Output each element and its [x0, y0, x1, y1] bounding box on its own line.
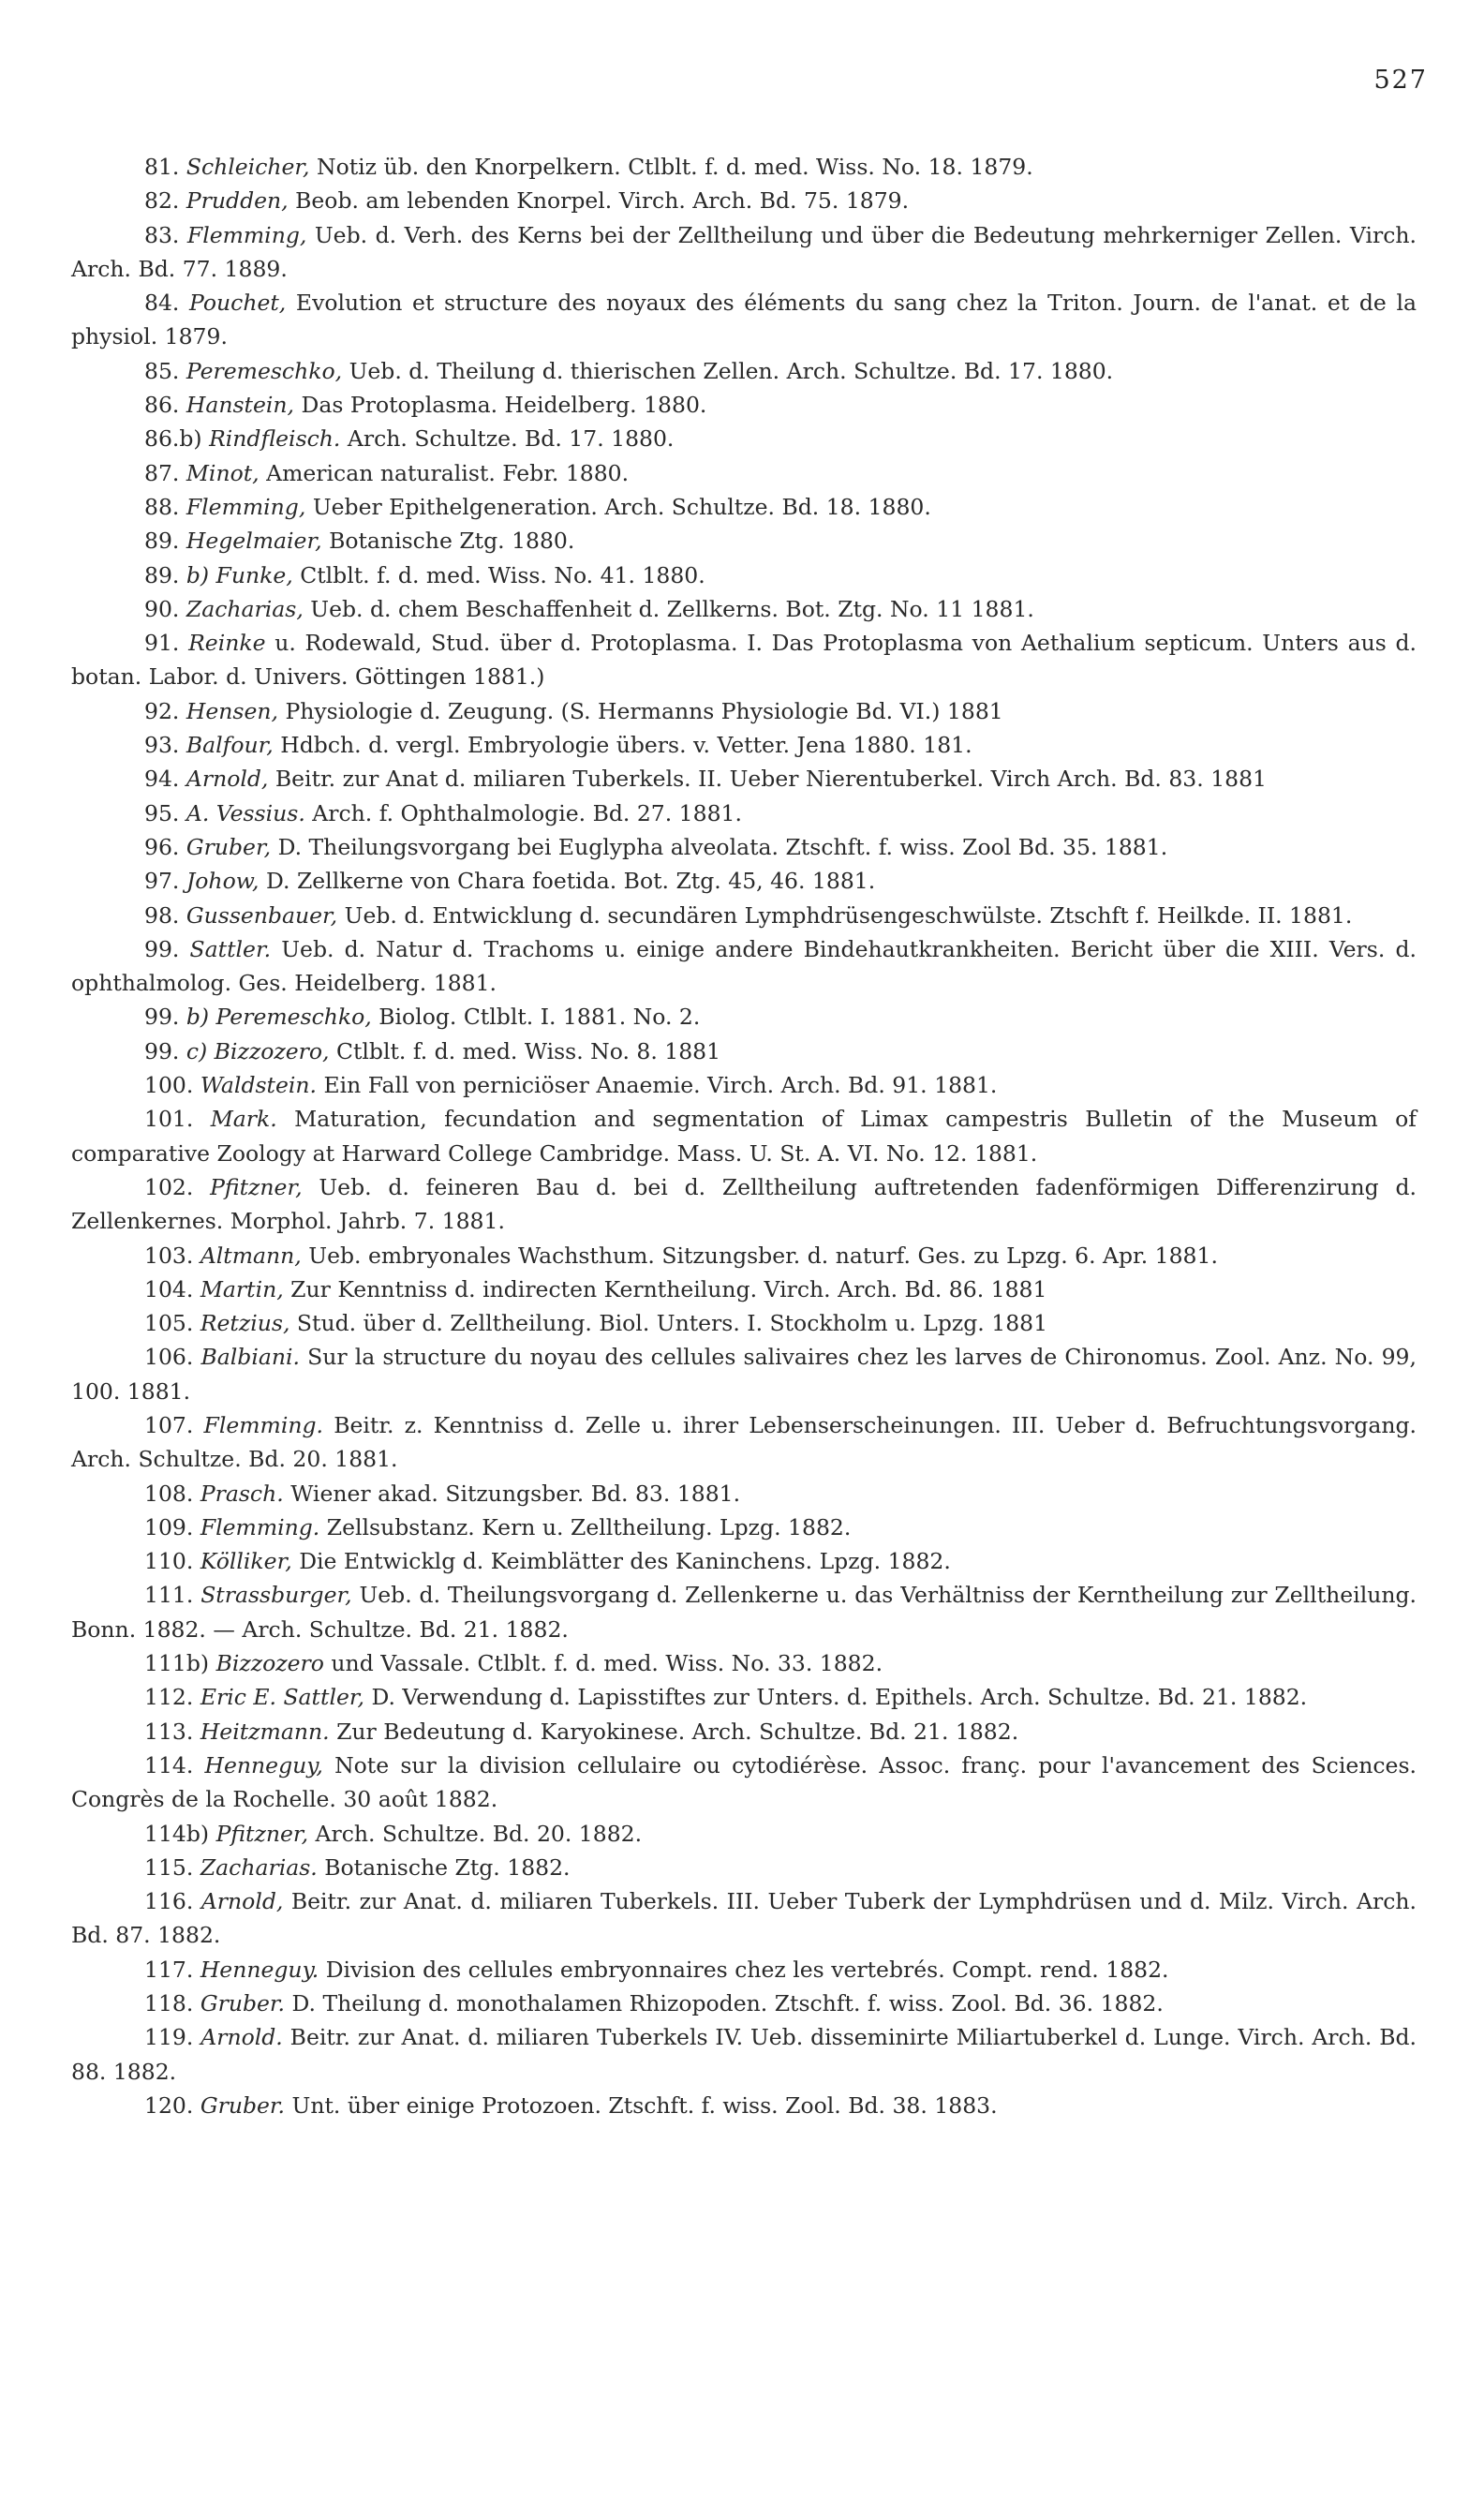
reference-author: Henneguy. [200, 1956, 319, 1983]
reference-author: c) Bizzozero, [186, 1037, 330, 1064]
reference-text: Ueb. d. Theilungsvorgang d. Zellenkerne u. das Verhältniss der Kerntheilung zur Zelltheilung. Bonn. 1882. — Arch. Schultze. Bd. 21. 1882. [71, 1582, 1417, 1643]
reference-text: D. Theilung d. monothalamen Rhizopoden. Ztschft. f. wiss. Zool. Bd. 36. 1882. [291, 1990, 1164, 2017]
reference-number: 91. [144, 630, 180, 657]
reference-text: American naturalist. Febr. 1880. [266, 459, 630, 486]
reference-text: Zellsubstanz. Kern u. Zelltheilung. Lpzg. 1882. [326, 1513, 852, 1540]
reference-entry [71, 1953, 1417, 1987]
reference-entry [71, 592, 1417, 626]
reference-number: 93. [144, 732, 180, 759]
reference-author: Martin, [200, 1275, 284, 1302]
reference-number: 114. [144, 1751, 194, 1778]
reference-number: 98. [144, 901, 180, 929]
reference-author: Kölliker, [200, 1548, 292, 1575]
reference-author: Hegelmaier, [186, 528, 322, 555]
reference-author: Schleicher, [186, 154, 310, 180]
reference-number: 105. [144, 1310, 194, 1337]
reference-text: Beitr. zur Anat d. miliaren Tuberkels. II. Ueber Nierentuberkel. Virch Arch. Bd. 83. 1881 [275, 766, 1267, 793]
reference-text: Ueb. d. Entwicklung d. secundären Lymphdrüsengeschwülste. Ztschft f. Heilkde. II. 1881. [344, 901, 1353, 929]
reference-number: 114b) [144, 1820, 210, 1847]
reference-number: 118. [144, 1990, 194, 2017]
reference-entry [71, 422, 1417, 455]
reference-text: Ueb. d. chem Beschaffenheit d. Zellkerns. Bot. Ztg. No. 11 1881. [310, 595, 1034, 622]
reference-entry [71, 1987, 1417, 2020]
reference-entry [71, 1477, 1417, 1510]
reference-text: Botanische Ztg. 1880. [329, 528, 575, 555]
reference-text: Physiologie d. Zeugung. (S. Hermanns Physiologie Bd. VI.) 1881 [285, 697, 1003, 724]
reference-author: Zacharias. [200, 1853, 318, 1881]
reference-entry [71, 1000, 1417, 1034]
reference-number: 107. [144, 1411, 194, 1438]
reference-author: Reinke [188, 630, 266, 657]
reference-entry [71, 1170, 1417, 1239]
reference-number: 83. [144, 221, 180, 248]
reference-author: Zacharias, [186, 595, 304, 622]
reference-text: Arch. Schultze. Bd. 17. 1880. [347, 425, 675, 453]
reference-author: Mark. [210, 1106, 277, 1133]
reference-number: 109. [144, 1513, 194, 1540]
reference-entry [71, 1510, 1417, 1544]
reference-number: 99. [144, 1004, 180, 1031]
reference-author: Pfitzner, [215, 1820, 309, 1847]
reference-number: 97. [144, 868, 180, 895]
reference-entry [71, 1817, 1417, 1851]
reference-text: Ueb. d. feineren Bau d. bei d. Zelltheilung auftretenden fadenförmigen Differenzirung d. Zellenkernes. Morphol. Jahrb. 7. 1881. [71, 1173, 1417, 1235]
reference-number: 89. [144, 528, 180, 555]
reference-text: Beob. am lebenden Knorpel. Virch. Arch. Bd. 75. 1879. [295, 187, 910, 215]
reference-entry [71, 762, 1417, 796]
reference-text: Ueber Epithelgeneration. Arch. Schultze. Bd. 18. 1880. [312, 493, 931, 520]
reference-author: A. Vessius. [186, 799, 305, 826]
reference-text: Ctlblt. f. d. med. Wiss. No. 8. 1881 [335, 1037, 721, 1064]
reference-author: Sattler. [189, 935, 272, 962]
reference-author: b) Peremeschko, [186, 1004, 372, 1031]
reference-text: Ueb. d. Theilung d. thierischen Zellen. Arch. Schultze. Bd. 17. 1880. [349, 357, 1114, 384]
reference-author: b) Funke, [186, 561, 293, 588]
reference-entry [71, 1749, 1417, 1817]
reference-author: Minot, [186, 459, 260, 486]
reference-entry [71, 1851, 1417, 1884]
reference-entry [71, 899, 1417, 932]
reference-text: Beitr. zur Anat. d. miliaren Tuberkels. III. Ueber Tuberk der Lymphdrüsen und d. Milz. Virch. Arch. Bd. 87. 1882. [71, 1888, 1417, 1949]
reference-number: 102. [144, 1173, 194, 1200]
reference-author: Pouchet, [189, 290, 287, 317]
reference-text: Botanische Ztg. 1882. [324, 1853, 571, 1881]
reference-number: 110. [144, 1548, 194, 1575]
reference-text: Ctlblt. f. d. med. Wiss. No. 41. 1880. [300, 561, 705, 588]
reference-number: 112. [144, 1684, 194, 1711]
reference-text: Arch. f. Ophthalmologie. Bd. 27. 1881. [312, 799, 742, 826]
reference-author: Flemming, [186, 221, 307, 248]
reference-text: Hdbch. d. vergl. Embryologie übers. v. Vetter. Jena 1880. 181. [280, 732, 972, 759]
reference-number: 106. [144, 1344, 194, 1371]
reference-author: Heitzmann. [200, 1718, 330, 1745]
reference-text: Beitr. zur Anat. d. miliaren Tuberkels IV. Ueb. disseminirte Miliartuberkel d. Lunge. Virch. Arch. Bd. 88. 1882. [71, 2024, 1417, 2085]
reference-text: Evolution et structure des noyaux des éléments du sang chez la Triton. Journ. de l'anat. et de la physiol. 1879. [71, 290, 1417, 350]
reference-entry [71, 1408, 1417, 1477]
reference-entry [71, 1102, 1417, 1170]
page-number: 527 [1373, 66, 1428, 95]
reference-number: 82. [144, 187, 180, 215]
reference-entry [71, 1272, 1417, 1306]
reference-text: Zur Kenntniss d. indirecten Kerntheilung. Virch. Arch. Bd. 86. 1881 [290, 1275, 1047, 1302]
reference-author: Gruber, [186, 833, 272, 860]
reference-number: 119. [144, 2024, 194, 2051]
reference-entry [71, 354, 1417, 388]
reference-number: 104. [144, 1275, 194, 1302]
reference-entry [71, 388, 1417, 422]
reference-author: Flemming. [200, 1513, 320, 1540]
reference-entry [71, 490, 1417, 524]
reference-number: 111b) [144, 1650, 210, 1677]
reference-author: Arnold, [200, 1888, 284, 1915]
reference-text: D. Zellkerne von Chara foetida. Bot. Ztg. 45, 46. 1881. [266, 868, 876, 895]
reference-text: Biolog. Ctlblt. I. 1881. No. 2. [378, 1004, 701, 1031]
reference-number: 86. [144, 392, 180, 419]
reference-entry [71, 1340, 1417, 1408]
reference-author: Gruber. [200, 2091, 286, 2119]
reference-number: 113. [144, 1718, 194, 1745]
reference-text: D. Verwendung d. Lapisstiftes zur Unters. d. Epithels. Arch. Schultze. Bd. 21. 1882. [371, 1684, 1308, 1711]
reference-author: Johow, [186, 868, 260, 895]
reference-text: Ueb. embryonales Wachsthum. Sitzungsber. d. naturf. Ges. zu Lpzg. 6. Apr. 1881. [308, 1242, 1218, 1269]
reference-author: Pfitzner, [210, 1173, 303, 1200]
reference-number: 99. [144, 935, 180, 962]
reference-text: Maturation, fecundation and segmentation of Limax campestris Bulletin of the Museum of comparative Zoology at Harward College Cambridge. Mass. U. St. A. VI. No. 12. 1881. [71, 1106, 1417, 1167]
reference-number: 94. [144, 766, 180, 793]
reference-text: Ueb. d. Natur d. Trachoms u. einige andere Bindehautkrankheiten. Bericht über die XIII. Vers. d. ophthalmolog. Ges. Heidelberg. 1881. [71, 935, 1417, 997]
reference-text: D. Theilungsvorgang bei Euglypha alveolata. Ztschft. f. wiss. Zool Bd. 35. 1881. [277, 833, 1168, 860]
reference-text: Ein Fall von perniciöser Anaemie. Virch. Arch. Bd. 91. 1881. [323, 1072, 998, 1099]
reference-number: 100. [144, 1072, 194, 1099]
reference-entry [71, 2020, 1417, 2089]
reference-text: Stud. über d. Zelltheilung. Biol. Unters. I. Stockholm u. Lpzg. 1881 [296, 1310, 1048, 1337]
reference-text: Division des cellules embryonnaires chez les vertebrés. Compt. rend. 1882. [325, 1956, 1169, 1983]
reference-entry [71, 218, 1417, 287]
reference-text: Unt. über einige Protozoen. Ztschft. f. wiss. Zool. Bd. 38. 1883. [291, 2091, 998, 2119]
reference-author: Strassburger, [200, 1582, 352, 1609]
reference-text: Notiz üb. den Knorpelkern. Ctlblt. f. d. med. Wiss. No. 18. 1879. [317, 154, 1033, 180]
reference-entry [71, 1884, 1417, 1953]
reference-number: 120. [144, 2091, 194, 2119]
reference-entry [71, 830, 1417, 864]
reference-entry [71, 1715, 1417, 1749]
reference-number: 86.b) [144, 425, 202, 453]
reference-author: Arnold. [200, 2024, 283, 2051]
reference-text: u. Rodewald, Stud. über d. Protoplasma. I. Das Protoplasma von Aethalium septicum. Unters aus d. botan. Labor. d. Univers. Göttingen 1881.) [71, 630, 1417, 691]
reference-entry [71, 184, 1417, 217]
reference-entry [71, 150, 1417, 184]
reference-entry [71, 796, 1417, 830]
reference-list [71, 150, 1417, 2122]
reference-entry [71, 626, 1417, 694]
reference-number: 88. [144, 493, 180, 520]
reference-text: Wiener akad. Sitzungsber. Bd. 83. 1881. [290, 1480, 741, 1507]
reference-text: Zur Bedeutung d. Karyokinese. Arch. Schultze. Bd. 21. 1882. [336, 1718, 1019, 1745]
reference-number: 117. [144, 1956, 194, 1983]
reference-entry [71, 1306, 1417, 1340]
reference-entry [71, 1239, 1417, 1272]
reference-text: Note sur la division cellulaire ou cytodiérèse. Assoc. franç. pour l'avancement des Sciences. Congrès de la Rochelle. 30 août 1882. [71, 1751, 1417, 1813]
reference-entry [71, 728, 1417, 762]
reference-text: Sur la structure du noyau des cellules salivaires chez les larves de Chironomus. Zool. Anz. No. 99, 100. 1881. [71, 1344, 1417, 1405]
reference-author: Gussenbauer, [186, 901, 338, 929]
reference-author: Retzius, [200, 1310, 290, 1337]
reference-author: Balbiani. [200, 1344, 300, 1371]
reference-number: 115. [144, 1853, 194, 1881]
reference-author: Eric E. Sattler, [200, 1684, 364, 1711]
reference-number: 99. [144, 1037, 180, 1064]
reference-author: Prasch. [200, 1480, 284, 1507]
reference-author: Bizzozero [215, 1650, 324, 1677]
reference-author: Arnold, [186, 766, 269, 793]
reference-author: Henneguy, [204, 1751, 323, 1778]
reference-number: 96. [144, 833, 180, 860]
reference-number: 111. [144, 1582, 194, 1609]
reference-entry [71, 864, 1417, 898]
reference-number: 81. [144, 154, 180, 180]
reference-number: 116. [144, 1888, 194, 1915]
reference-number: 90. [144, 595, 180, 622]
reference-author: Hanstein, [186, 392, 295, 419]
reference-entry [71, 286, 1417, 354]
reference-author: Waldstein. [200, 1072, 318, 1099]
reference-number: 101. [144, 1106, 194, 1133]
reference-number: 108. [144, 1480, 194, 1507]
reference-entry [71, 932, 1417, 1001]
reference-text: Arch. Schultze. Bd. 20. 1882. [315, 1820, 643, 1847]
reference-author: Balfour, [186, 732, 274, 759]
reference-number: 89. [144, 561, 180, 588]
reference-author: Rindfleisch. [209, 425, 341, 453]
reference-entry [71, 558, 1417, 592]
reference-entry [71, 524, 1417, 558]
reference-entry [71, 2089, 1417, 2122]
reference-text: Ueb. d. Verh. des Kerns bei der Zelltheilung und über die Bedeutung mehrkerniger Zellen. Virch. Arch. Bd. 77. 1889. [71, 221, 1417, 282]
reference-entry [71, 456, 1417, 490]
reference-number: 103. [144, 1242, 194, 1269]
reference-entry [71, 1544, 1417, 1578]
reference-text: und Vassale. Ctlblt. f. d. med. Wiss. No. 33. 1882. [331, 1650, 883, 1677]
reference-author: Prudden, [186, 187, 289, 215]
reference-number: 87. [144, 459, 180, 486]
reference-entry [71, 1068, 1417, 1102]
reference-entry [71, 1646, 1417, 1680]
reference-number: 95. [144, 799, 180, 826]
reference-number: 92. [144, 697, 180, 724]
reference-number: 85. [144, 357, 180, 384]
reference-author: Flemming. [203, 1411, 323, 1438]
reference-text: Die Entwicklg d. Keimblätter des Kaninchens. Lpzg. 1882. [299, 1548, 951, 1575]
reference-text: Beitr. z. Kenntniss d. Zelle u. ihrer Lebenserscheinungen. III. Ueber d. Befruchtungsvorgang. Arch. Schultze. Bd. 20. 1881. [71, 1411, 1417, 1473]
reference-author: Peremeschko, [186, 357, 343, 384]
reference-entry [71, 1578, 1417, 1646]
reference-author: Gruber. [200, 1990, 286, 2017]
reference-entry [71, 1034, 1417, 1068]
reference-number: 84. [144, 290, 180, 317]
reference-entry [71, 1680, 1417, 1714]
reference-text: Das Protoplasma. Heidelberg. 1880. [301, 392, 707, 419]
reference-author: Altmann, [200, 1242, 302, 1269]
reference-entry [71, 694, 1417, 728]
reference-author: Flemming, [186, 493, 306, 520]
reference-author: Hensen, [186, 697, 278, 724]
